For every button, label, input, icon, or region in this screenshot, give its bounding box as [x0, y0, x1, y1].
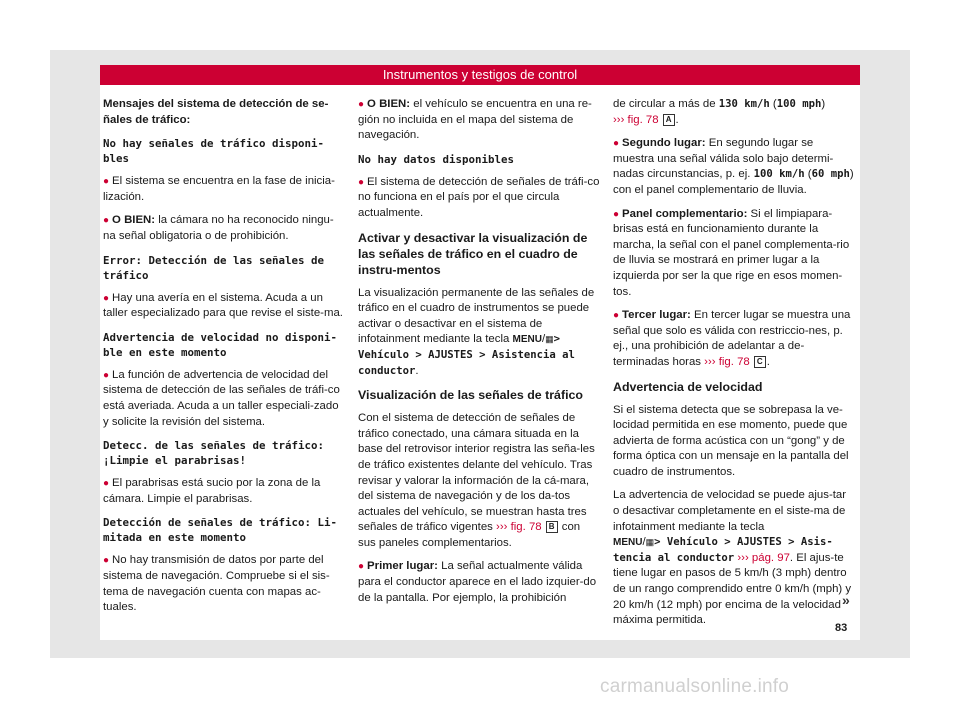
bullet-icon: ● [103, 215, 110, 227]
bullet-icon: ● [103, 478, 110, 490]
bullet-icon: ● [358, 561, 365, 573]
figure-key-b: B [546, 521, 558, 533]
watermark: carmanualsonline.info [600, 676, 790, 697]
figure-key-a: A [663, 114, 675, 126]
message-speed-warning-unavailable: Advertencia de velocidad no disponi-ble en este momento [103, 330, 338, 359]
bullet: ● El sistema de detección de señales de tráfi-co no funciona en el país por el que circula actualmente. [358, 175, 600, 219]
bullet: ● La función de advertencia de velocidad del sistema de detección de las señales de tráfi-co está averiada. Acuda a un taller especiali-zado y solicite la revisión del sistema. [103, 368, 340, 428]
bullet-icon: ● [358, 99, 365, 110]
continue-icon: » [842, 592, 850, 608]
menu-key-icon: MENU [512, 334, 542, 346]
bullet: ● Panel complementario: Si el limpiapara-brisas está en funcionamiento durante la marcha, la señal con el panel complementa-rio de lluvia se mostrará en primer lugar a la izquierda por ser la que rige en esos momen-tos. [613, 207, 850, 298]
bullet: ● O BIEN: la cámara no ha reconocido ningu-na señal obligatoria o de prohibición. [103, 214, 334, 242]
menu-key-icon: MENU [613, 537, 643, 549]
bullet: ● Tercer lugar: En tercer lugar se muestra una señal que solo es válida con restriccio-nes, p. ej., una prohibición de adelantar a de-terminadas horas ››› fig. 78 C . [613, 309, 851, 368]
message-clean-windshield: Detecc. de las señales de tráfico: ¡Limpie el parabrisas! [103, 439, 325, 468]
bullet: ● El parabrisas está sucio por la zona de la cámara. Limpie el parabrisas. [103, 477, 321, 505]
figure-link[interactable]: ››› fig. 78 [704, 355, 750, 368]
bullet-icon: ● [103, 369, 110, 381]
bullet-icon: ● [613, 310, 620, 322]
page-number: 83 [835, 622, 848, 634]
heading-display: Visualización de las señales de tráfico [358, 388, 583, 403]
message-no-data: No hay datos disponibles [358, 152, 515, 166]
bullet: ● Hay una avería en el sistema. Acuda a un taller especializado para que revise el siste-ma. [103, 291, 343, 320]
page-link[interactable]: ››› pág. 97 [734, 551, 790, 564]
bullet-icon: ● [103, 176, 110, 188]
bullet: ● O BIEN: el vehículo se encuentra en una re-gión no incluida en el mapa del sistema de navegación. [358, 98, 592, 142]
paragraph: Si el sistema detecta que se sobrepasa la ve-locidad permitida en ese momento, puede que advierta de forma acústica con un “gong” y de forma óptica con un mensaje en la pantalla del cuadro de instrumentos. [613, 403, 849, 478]
heading-messages: Mensajes del sistema de detección de se-ñales de tráfico: [103, 98, 329, 126]
paragraph: de circular a más de 130 km/h (100 mph) ››› fig. 78 A . [613, 98, 826, 126]
message-error: Error: Detección de las señales de tráfico [103, 253, 325, 282]
bullet: ● No hay transmisión de datos por parte del sistema de navegación. Compruebe si el sis-tema de navegación cuenta con mapas ac-tuales. [103, 554, 330, 614]
column-2 [358, 97, 600, 614]
apps-grid-icon: ▦ [545, 334, 554, 345]
message-limited: Detección de señales de tráfico: Li-mitada en este momento [103, 516, 338, 545]
figure-link[interactable]: ››› fig. 78 [496, 521, 542, 534]
column-3 [613, 97, 855, 637]
bullet-icon: ● [613, 208, 620, 220]
bullet-icon: ● [103, 292, 110, 304]
paragraph: La visualización permanente de las señales de tráfico en el cuadro de instrumentos se puede activar o desactivar en el sistema de infotainment mediante la tecla MENU/▦> Vehículo > AJUSTES > Asistencia al conductor. [358, 286, 595, 377]
column-1 [103, 97, 345, 624]
bullet-icon: ● [358, 176, 365, 188]
bullet-icon: ● [103, 555, 110, 567]
section-header: Instrumentos y testigos de control [100, 65, 860, 85]
figure-link[interactable]: ››› fig. 78 [613, 113, 659, 126]
bullet: ● Primer lugar: La señal actualmente válida para el conductor aparece en el lado izquier-do de la pantalla. Por ejemplo, la prohibición [358, 560, 597, 604]
paragraph: Con el sistema de detección de señales de tráfico conectado, una cámara situada en la base del retrovisor interior registra las seña-les de tráfico existentes delante del vehículo. Tras revisar y valorar la información de la cá-mara, del sistema de navegación y de los da-tos actuales del vehículo, se muestran hasta tres señales de tráfico vigentes ››› fig. 78 B con sus paneles complementarios. [358, 412, 595, 549]
apps-grid-icon: ▦ [645, 537, 655, 548]
paragraph: La advertencia de velocidad se puede ajus-tar o desactivar completamente en el siste-ma de infotainment mediante la tecla MENU/▦> Vehículo > AJUSTES > Asis-tencia al conductor ››› pág. 97. El ajus-te tiene lugar en pasos de 5 km/h (3 mph) dentro de un rango comprendido entre 0 km/h (mph) y 20 km/h (12 mph) por encima de la velocidad máxima permitida. [613, 489, 852, 627]
bullet-icon: ● [613, 138, 620, 150]
bullet: ● Segundo lugar: En segundo lugar se muestra una señal válida solo bajo determi-nadas circunstancias, p. ej. 100 km/h (60 mph) con el panel complementario de lluvia. [613, 137, 854, 196]
message-no-signs: No hay señales de tráfico disponi-bles [103, 137, 325, 166]
figure-key-c: C [754, 356, 766, 368]
bullet: ● El sistema se encuentra en la fase de inicia-lización. [103, 175, 335, 203]
heading-activate: Activar y desactivar la visualización de las señales de tráfico en el cuadro de instru-mentos [358, 230, 588, 277]
heading-speed-warning: Advertencia de velocidad [613, 379, 763, 394]
